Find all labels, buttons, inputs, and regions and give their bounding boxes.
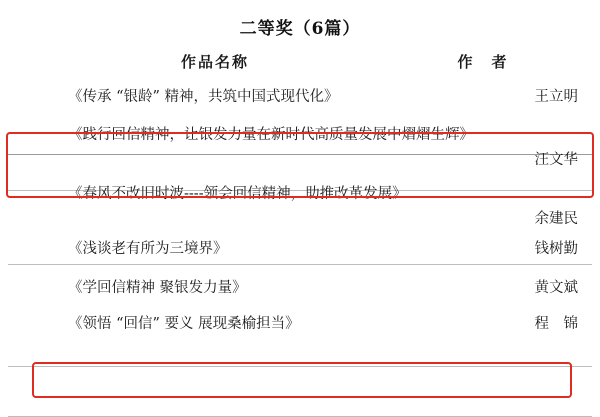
table-header-row <box>0 45 600 76</box>
column-header-name: 作品名称 <box>180 53 249 71</box>
divider <box>8 366 592 367</box>
entry-list <box>0 76 600 342</box>
table-row <box>0 175 600 234</box>
entry-author: 汪文华 <box>534 151 578 168</box>
column-header-author: 作 者 <box>457 53 509 71</box>
table-row <box>0 234 600 266</box>
entry-author: 黄文斌 <box>534 279 578 296</box>
entry-title: 《践行回信精神，让银发力量在新时代高质量发展中熠熠生辉》 <box>68 127 474 144</box>
entry-title: 《浅谈老有所为三境界》 <box>68 241 228 258</box>
entry-author: 王立明 <box>534 89 578 105</box>
entry-title: 《学回信精神 聚银发力量》 <box>68 279 247 296</box>
entry-author: 余建民 <box>534 210 578 227</box>
table-row <box>0 76 600 116</box>
entry-title: 《春风不改旧时波----领会回信精神，助推改革发展》 <box>68 186 407 203</box>
table-row <box>0 267 600 307</box>
entry-author: 钱树勤 <box>534 241 578 258</box>
entry-title: 《领悟 “回信” 要义 展现桑榆担当》 <box>68 316 300 333</box>
table-row <box>0 116 600 175</box>
document-page <box>0 14 600 414</box>
table-row <box>0 307 600 341</box>
page-title: 二等奖（6篇） <box>239 19 361 39</box>
entry-title: 《传承 “银龄” 精神，共筑中国式现代化》 <box>68 89 339 105</box>
entry-author: 程 锦 <box>534 316 578 333</box>
highlight-box-entry-6 <box>32 362 572 398</box>
